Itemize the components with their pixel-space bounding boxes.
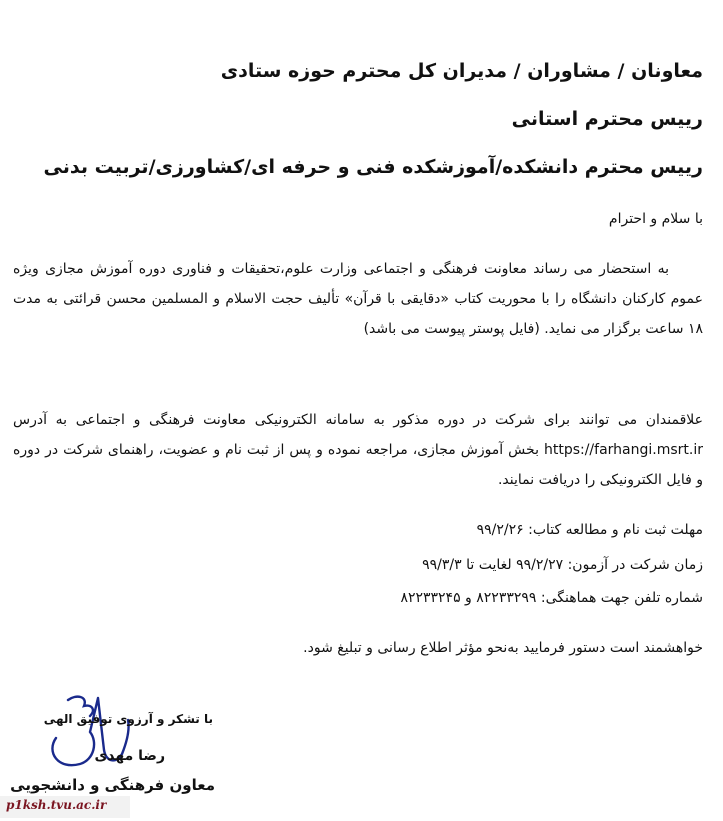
signature-name: رضا مهدی xyxy=(94,748,165,764)
contact-phone: شماره تلفن جهت هماهنگی: ۸۲۲۳۳۲۹۹ و ۸۲۲۳۳۲۴۵ xyxy=(400,590,703,606)
paragraph-registration: علاقمندان می توانند برای شرکت در دوره مذکور به سامانه الکترونیکی معاونت فرهنگی و اجتماعی به آدرس https://farhangi.msrt.ir بخش آموزش مجازی، مراجعه نموده و پس از ثبت نام و عضویت، راهنمای شرکت در دوره و فایل الکترونیکی را دریافت نمایند. xyxy=(13,412,703,488)
handwritten-signature-mark xyxy=(38,690,148,780)
watermark-badge xyxy=(0,796,130,818)
signature-regards: با تشکر و آرزوی توفیق الهی xyxy=(43,712,213,726)
paragraph-announcement: به استحضار می رساند معاونت فرهنگی و اجتماعی وزارت علوم،تحقیقات و فناوری دوره آموزش مجازی ویژه عموم کارکنان دانشگاه را با محوریت کتاب «دقایقی با قرآن» تألیف حجت الاسلام و المسلمین محسن قرائتی به مدت ۱۸ ساعت برگزار می نماید. (فایل پوستر پیوست می باشد) xyxy=(13,261,703,337)
signature-position: معاون فرهنگی و دانشجویی xyxy=(10,776,215,794)
greeting: با سلام و احترام xyxy=(608,211,703,227)
addressee-line-1: معاونان / مشاوران / مدیران کل محترم حوزه ستادی xyxy=(220,60,703,82)
addressee-line-3: رییس محترم دانشکده/آموزشکده فنی و حرفه ای/کشاورزی/تربیت بدنی xyxy=(43,156,703,178)
closing-request: خواهشمند است دستور فرمایید به‌نحو مؤثر اطلاع رسانی و تبلیغ شود. xyxy=(303,640,703,656)
watermark-text: p1ksh.tvu.ac.ir xyxy=(6,798,107,812)
registration-deadline: مهلت ثبت نام و مطالعه کتاب: ۹۹/۲/۲۶ xyxy=(476,522,703,538)
addressee-line-2: رییس محترم استانی xyxy=(511,108,703,130)
exam-period: زمان شرکت در آزمون: ۹۹/۲/۲۷ لغایت تا ۹۹/۳/۳ xyxy=(422,557,703,573)
